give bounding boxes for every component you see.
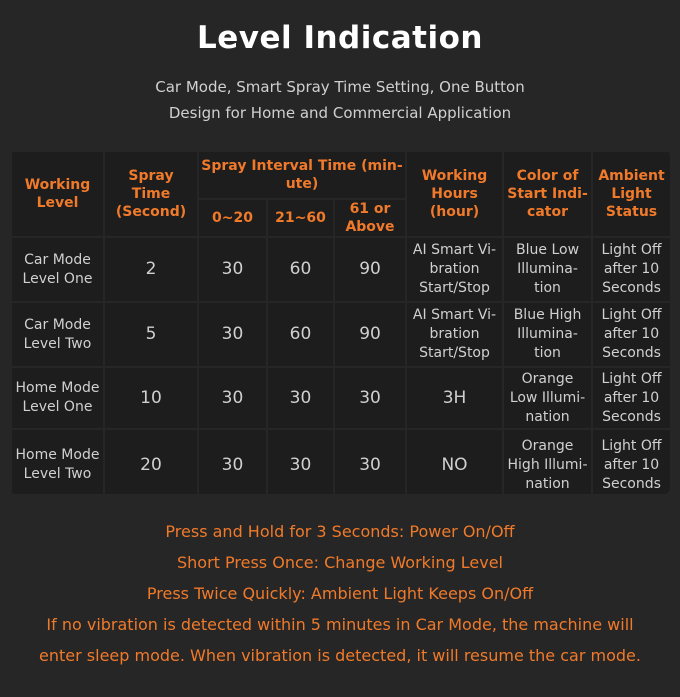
cell-interval-2: 30 bbox=[267, 367, 334, 429]
header-interval-21-60: 21~60 bbox=[267, 199, 334, 237]
cell-ambient: Light Off after 10 Seconds bbox=[592, 429, 670, 494]
cell-hours: AI Smart Vi-bration Start/Stop bbox=[406, 237, 503, 302]
note-sleep-line-2: enter sleep mode. When vibration is detected, it will resume the car mode. bbox=[39, 646, 641, 665]
note-sleep-line-1: If no vibration is detected within 5 minutes in Car Mode, the machine will bbox=[46, 615, 634, 634]
header-working-hours: Working Hours (hour) bbox=[406, 151, 503, 237]
table-row bbox=[11, 302, 670, 367]
cell-interval-2: 30 bbox=[267, 429, 334, 494]
cell-hours: NO bbox=[406, 429, 503, 494]
cell-hours: 3H bbox=[406, 367, 503, 429]
cell-interval-1: 30 bbox=[198, 302, 267, 367]
level-table bbox=[10, 150, 670, 494]
table-row bbox=[11, 237, 670, 302]
cell-ambient: Light Off after 10 Seconds bbox=[592, 367, 670, 429]
cell-interval-3: 30 bbox=[334, 367, 406, 429]
cell-level: Home Mode Level One bbox=[11, 367, 104, 429]
header-interval-0-20: 0~20 bbox=[198, 199, 267, 237]
cell-indicator: Orange Low Illumi-nation bbox=[503, 367, 592, 429]
level-table-container bbox=[10, 150, 670, 494]
cell-level: Car Mode Level One bbox=[11, 237, 104, 302]
header-ambient: Ambient Light Status bbox=[592, 151, 670, 237]
header-interval-61-above: 61 or Above bbox=[334, 199, 406, 237]
header-spray-time: Spray Time (Second) bbox=[104, 151, 198, 237]
cell-interval-3: 90 bbox=[334, 302, 406, 367]
cell-hours: AI Smart Vi-bration Start/Stop bbox=[406, 302, 503, 367]
cell-interval-1: 30 bbox=[198, 237, 267, 302]
cell-interval-1: 30 bbox=[198, 367, 267, 429]
table-row bbox=[11, 429, 670, 494]
cell-spray: 5 bbox=[104, 302, 198, 367]
cell-interval-3: 90 bbox=[334, 237, 406, 302]
note-ambient-light: Press Twice Quickly: Ambient Light Keeps On/Off bbox=[146, 584, 534, 603]
cell-ambient: Light Off after 10 Seconds bbox=[592, 237, 670, 302]
cell-spray: 2 bbox=[104, 237, 198, 302]
note-change-level: Short Press Once: Change Working Level bbox=[177, 553, 503, 572]
cell-spray: 10 bbox=[104, 367, 198, 429]
note-power: Press and Hold for 3 Seconds: Power On/Off bbox=[165, 522, 515, 541]
cell-interval-2: 60 bbox=[267, 237, 334, 302]
cell-interval-1: 30 bbox=[198, 429, 267, 494]
cell-level: Car Mode Level Two bbox=[11, 302, 104, 367]
cell-ambient: Light Off after 10 Seconds bbox=[592, 302, 670, 367]
header-interval: Spray Interval Time (min-ute) bbox=[198, 151, 406, 199]
cell-indicator: Orange High Illumi-nation bbox=[503, 429, 592, 494]
cell-interval-3: 30 bbox=[334, 429, 406, 494]
subtitle-line-2: Design for Home and Commercial Application bbox=[168, 104, 512, 122]
cell-interval-2: 60 bbox=[267, 302, 334, 367]
cell-spray: 20 bbox=[104, 429, 198, 494]
page-title: Level Indication bbox=[197, 20, 483, 56]
subtitle-line-1: Car Mode, Smart Spray Time Setting, One Button bbox=[155, 78, 525, 96]
table-row bbox=[11, 367, 670, 429]
cell-level: Home Mode Level Two bbox=[11, 429, 104, 494]
header-working-level: Working Level bbox=[11, 151, 104, 237]
cell-indicator: Blue Low Illumina-tion bbox=[503, 237, 592, 302]
header-indicator: Color of Start Indi-cator bbox=[503, 151, 592, 237]
cell-indicator: Blue High Illumina-tion bbox=[503, 302, 592, 367]
header-row bbox=[11, 151, 670, 199]
